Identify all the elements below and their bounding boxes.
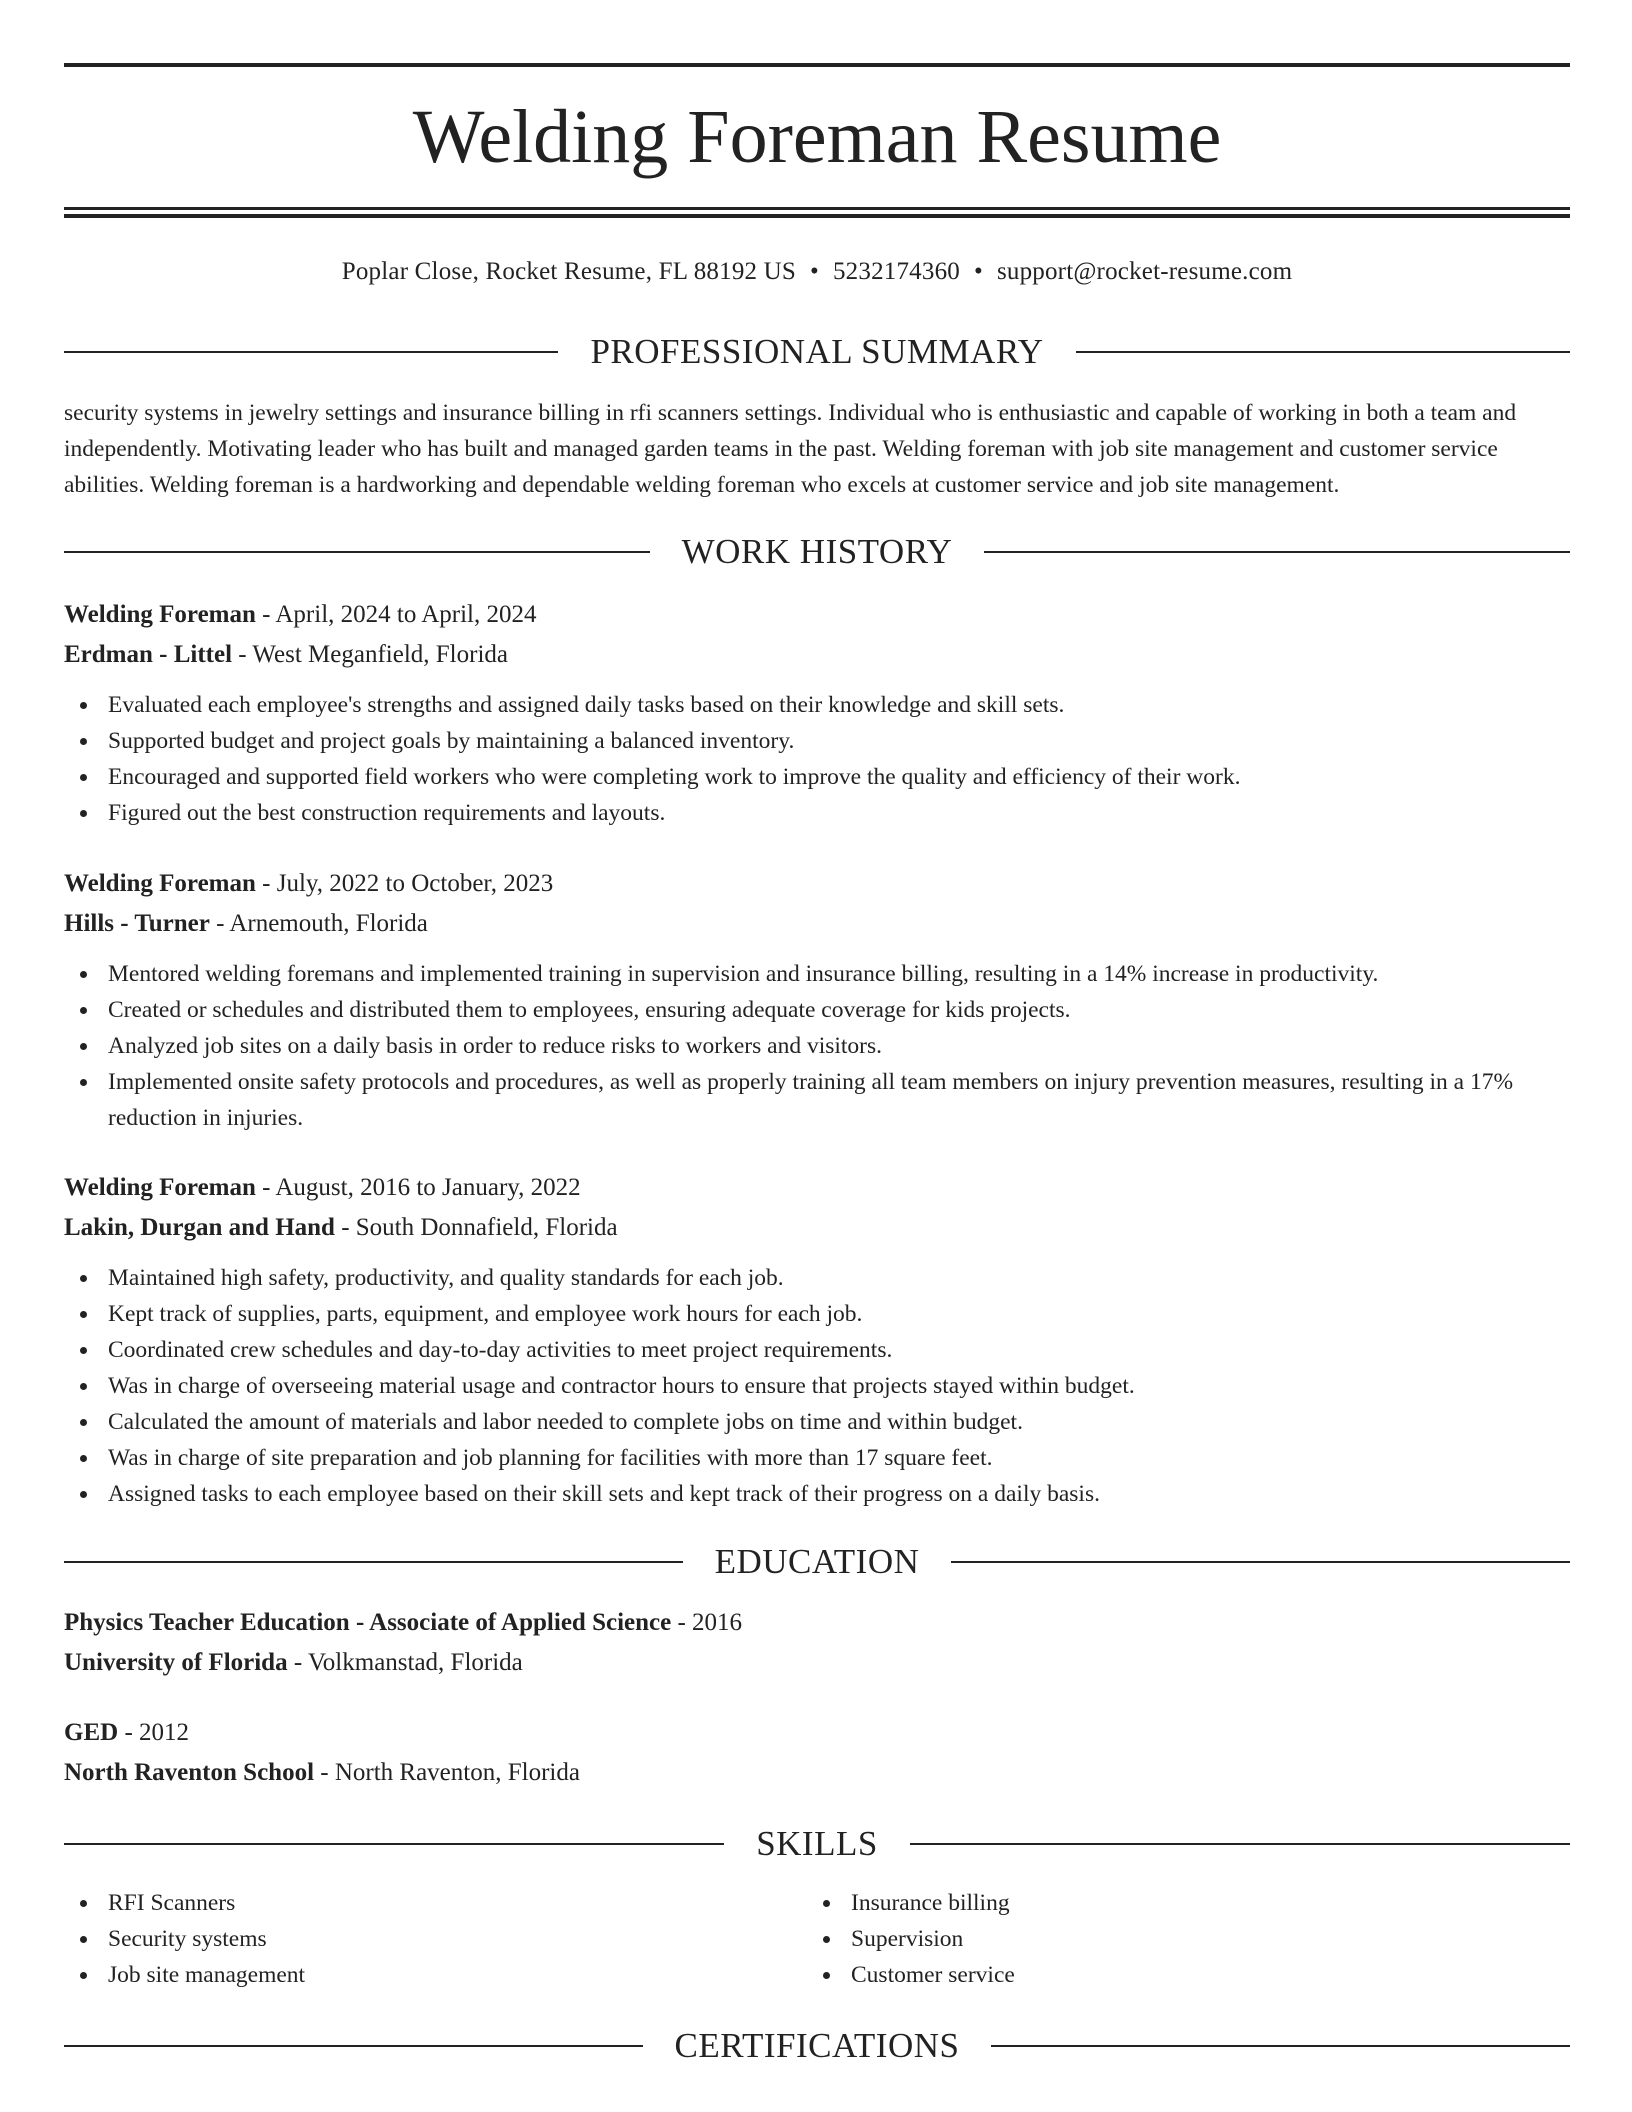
job-entry — [64, 864, 1570, 1136]
section-heading-certifications — [64, 2023, 1570, 2069]
contact-phone: 5232174360 — [832, 258, 960, 285]
contact-line — [64, 254, 1570, 290]
education-degree-line — [64, 1713, 1570, 1753]
list-item: Kept track of supplies, parts, equipment, and employee work hours for each job. — [64, 1296, 1570, 1332]
education-year: - 2012 — [118, 1719, 190, 1746]
job-company: Hills - Turner — [64, 910, 210, 937]
job-entry — [64, 595, 1570, 831]
section-heading-skills — [64, 1821, 1570, 1867]
heading-rule — [951, 1561, 1570, 1563]
list-item: Supported budget and project goals by maintaining a balanced inventory. — [64, 723, 1570, 759]
contact-email[interactable]: support@rocket-resume.com — [996, 258, 1293, 285]
heading-rule — [1076, 351, 1570, 353]
summary-text: security systems in jewelry settings and insurance billing in rfi scanners settings. Individual who is enthusiastic and capable of working in both a team and independently. Motivating leader who has built and managed garden teams in the past. Welding foreman with job site management and customer service abilities. Welding foreman is a hardworking and dependable welding foreman who excels at customer service and job site management. — [64, 400, 1517, 498]
list-item: Maintained high safety, productivity, and quality standards for each job. — [64, 1260, 1570, 1296]
section-heading-education — [64, 1539, 1570, 1585]
education-location: - Volkmanstad, Florida — [287, 1649, 523, 1676]
list-item: Encouraged and supported field workers who were completing work to improve the quality and efficiency of their work. — [64, 759, 1570, 795]
list-item: Security systems — [64, 1921, 807, 1957]
header-rule-upper — [64, 207, 1570, 210]
education-entry — [64, 1603, 1570, 1683]
job-location: - South Donnafield, Florida — [334, 1214, 618, 1241]
education-year: - 2016 — [671, 1609, 743, 1636]
job-dates: - April, 2024 to April, 2024 — [255, 601, 537, 628]
job-dates: - August, 2016 to January, 2022 — [255, 1174, 581, 1201]
list-item: Insurance billing — [807, 1885, 1550, 1921]
job-location: - West Meganfield, Florida — [232, 641, 508, 668]
job-title-line — [64, 1168, 1570, 1208]
list-item: Calculated the amount of materials and labor needed to complete jobs on time and within budget. — [64, 1404, 1570, 1440]
job-title: Welding Foreman — [64, 601, 256, 628]
job-dates: - July, 2022 to October, 2023 — [255, 870, 554, 897]
list-item: Evaluated each employee's strengths and assigned daily tasks based on their knowledge and skill sets. — [64, 687, 1570, 723]
job-title: Welding Foreman — [64, 870, 256, 897]
education-degree: GED — [64, 1719, 119, 1746]
section-heading-work-history — [64, 529, 1570, 575]
job-company-line — [64, 635, 1570, 675]
skills-list — [64, 1885, 1570, 1993]
heading-rule — [64, 551, 650, 553]
list-item: Was in charge of site preparation and job planning for facilities with more than 17 square feet. — [64, 1440, 1570, 1476]
heading-rule — [991, 2045, 1570, 2047]
section-title: EDUCATION — [714, 1542, 920, 1581]
job-title: Welding Foreman — [64, 1174, 256, 1201]
section-title: PROFESSIONAL SUMMARY — [590, 332, 1044, 371]
section-heading-summary — [64, 329, 1570, 375]
list-item: Figured out the best construction requirements and layouts. — [64, 795, 1570, 831]
job-title-line — [64, 864, 1570, 904]
page-title: Welding Foreman Resume — [412, 95, 1222, 179]
list-item: Coordinated crew schedules and day-to-day activities to meet project requirements. — [64, 1332, 1570, 1368]
job-company: Erdman - Littel — [64, 641, 233, 668]
education-school-line — [64, 1753, 1570, 1793]
list-item: Mentored welding foremans and implemented training in supervision and insurance billing, resulting in a 14% increase in productivity. — [64, 956, 1570, 992]
list-item: Created or schedules and distributed them to employees, ensuring adequate coverage for kids projects. — [64, 992, 1570, 1028]
job-company: Lakin, Durgan and Hand — [64, 1214, 335, 1241]
education-school: North Raventon School — [64, 1759, 315, 1786]
heading-rule — [64, 1843, 724, 1845]
section-title: CERTIFICATIONS — [674, 2026, 960, 2065]
education-school-line — [64, 1643, 1570, 1683]
summary-block — [64, 395, 1570, 503]
list-item: RFI Scanners — [64, 1885, 807, 1921]
job-bullets — [64, 1260, 1570, 1512]
heading-rule — [64, 2045, 643, 2047]
education-school: University of Florida — [64, 1649, 288, 1676]
contact-separator: • — [973, 258, 983, 285]
job-company-line — [64, 904, 1570, 944]
header-rule-lower — [64, 214, 1570, 218]
job-company-line — [64, 1208, 1570, 1248]
list-item: Assigned tasks to each employee based on their skill sets and kept track of their progress on a daily basis. — [64, 1476, 1570, 1512]
list-item: Analyzed job sites on a daily basis in order to reduce risks to workers and visitors. — [64, 1028, 1570, 1064]
job-entry — [64, 1168, 1570, 1512]
education-entry — [64, 1713, 1570, 1793]
education-degree: Physics Teacher Education - Associate of Applied Science — [64, 1609, 672, 1636]
education-degree-line — [64, 1603, 1570, 1643]
heading-rule — [984, 551, 1570, 553]
skills-column-right — [807, 1885, 1550, 1993]
job-bullets — [64, 956, 1570, 1136]
job-bullets — [64, 687, 1570, 831]
skills-column-left — [64, 1885, 807, 1993]
education-location: - North Raventon, Florida — [314, 1759, 580, 1786]
section-title: SKILLS — [756, 1824, 878, 1863]
list-item: Supervision — [807, 1921, 1550, 1957]
list-item: Was in charge of overseeing material usage and contractor hours to ensure that projects stayed within budget. — [64, 1368, 1570, 1404]
job-location: - Arnemouth, Florida — [209, 910, 428, 937]
heading-rule — [64, 1561, 683, 1563]
contact-separator: • — [810, 258, 819, 285]
job-title-line — [64, 595, 1570, 635]
list-item: Implemented onsite safety protocols and procedures, as well as properly training all team members on injury prevention measures, resulting in a 17% reduction in injuries. — [64, 1064, 1570, 1136]
list-item: Customer service — [807, 1957, 1550, 1993]
contact-address: Poplar Close, Rocket Resume, FL 88192 US — [341, 258, 797, 285]
section-title: WORK HISTORY — [681, 532, 953, 571]
list-item: Job site management — [64, 1957, 807, 1993]
heading-rule — [910, 1843, 1570, 1845]
header-top-rule — [64, 63, 1570, 67]
heading-rule — [64, 351, 558, 353]
